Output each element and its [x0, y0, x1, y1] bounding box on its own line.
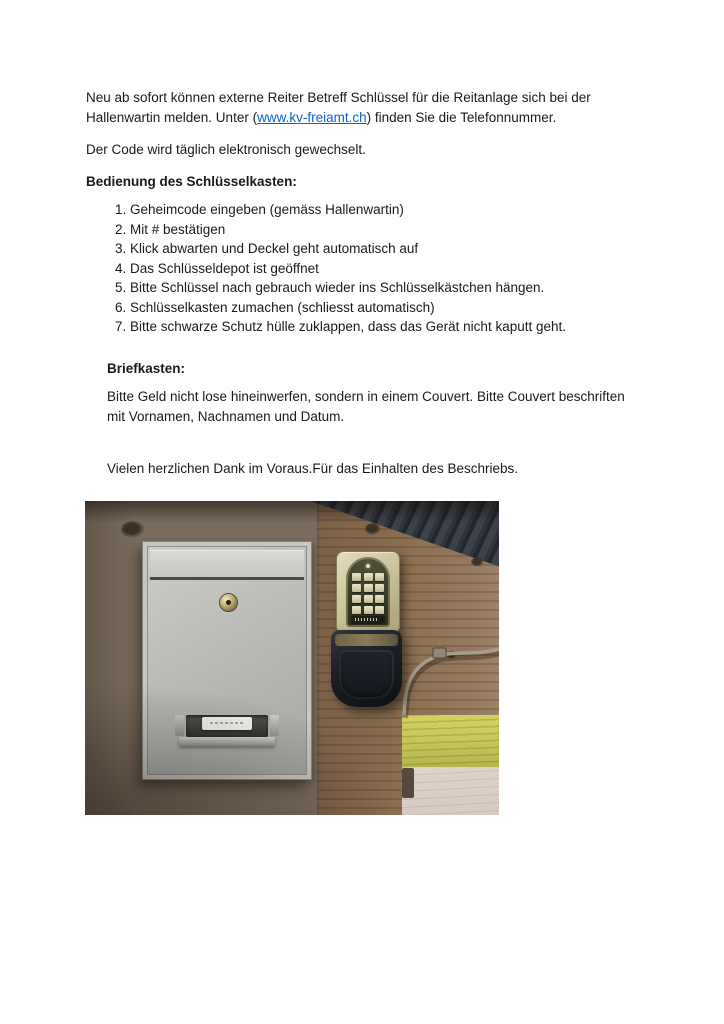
- keypad-button: [375, 584, 384, 592]
- keypad-button: [364, 584, 373, 592]
- keypad-button: [352, 584, 361, 592]
- list-item: 5. Bitte Schlüssel nach gebrauch wieder ins Schlüsselkästchen hängen.: [130, 278, 646, 298]
- keybox-steps-list: [86, 200, 646, 337]
- letterbox-handle: [179, 737, 275, 746]
- keysafe-body: [336, 551, 400, 634]
- keypad-button: [352, 595, 361, 603]
- letterbox-slot: [150, 550, 304, 580]
- list-item: 4. Das Schlüsseldepot ist geöffnet: [130, 259, 646, 279]
- mailbox-paragraph: Bitte Geld nicht lose hineinwerfen, sondern in einem Couvert. Bitte Couvert beschriften mit Vornamen, Nachnamen und Datum.: [107, 388, 625, 424]
- document-content: [86, 88, 646, 815]
- list-item: 2. Mit # bestätigen: [130, 220, 646, 240]
- keypad-button: [352, 606, 361, 614]
- code-paragraph: Der Code wird täglich elektronisch gewechselt.: [86, 142, 366, 157]
- letterbox: [142, 541, 312, 780]
- intro-text-after-link: ) finden Sie die Telefonnummer.: [366, 110, 557, 125]
- letterbox-name-label: [202, 717, 252, 730]
- intro-text-before-link: Neu ab sofort können externe Reiter Betreff Schlüssel für die Reitanlage sich bei der Hallenwartin melden. Unter (: [86, 90, 591, 125]
- thanks-paragraph: Vielen herzlichen Dank im Voraus.Für das Einhalten des Beschriebs.: [107, 460, 518, 476]
- keysafe-brand-bar: [351, 616, 385, 624]
- keysafe-keypad-panel: [346, 557, 390, 627]
- website-link[interactable]: www.kv-freiamt.ch: [257, 110, 367, 125]
- keysafe-led: [366, 564, 370, 568]
- letterbox-flap: [186, 715, 268, 737]
- list-item: 1. Geheimcode eingeben (gemäss Hallenwartin): [130, 200, 646, 220]
- list-item: 3. Klick abwarten und Deckel geht automatisch auf: [130, 239, 646, 259]
- list-item: 6. Schlüsselkasten zumachen (schliesst automatisch): [130, 298, 646, 318]
- keysafe-rubber-cover: [331, 630, 402, 707]
- keypad-button: [364, 595, 373, 603]
- keypad-button: [352, 573, 361, 581]
- mailbox-keysafe-photo: [85, 501, 499, 815]
- letterbox-keyhole: [219, 593, 238, 612]
- keysafe: [331, 551, 403, 707]
- keybox-heading: Bedienung des Schlüsselkasten:: [86, 174, 297, 189]
- keypad-button: [375, 606, 384, 614]
- intro-paragraph: [86, 88, 646, 128]
- keypad-button: [375, 573, 384, 581]
- keypad-button: [364, 573, 373, 581]
- cable-clamp: [433, 648, 446, 658]
- keysafe-keypad: [352, 573, 384, 614]
- keypad-button: [364, 606, 373, 614]
- list-item: 7. Bitte schwarze Schutz hülle zuklappen, dass das Gerät nicht kaputt geht.: [130, 317, 646, 337]
- keypad-button: [375, 595, 384, 603]
- briefkasten-heading: Briefkasten:: [107, 360, 186, 376]
